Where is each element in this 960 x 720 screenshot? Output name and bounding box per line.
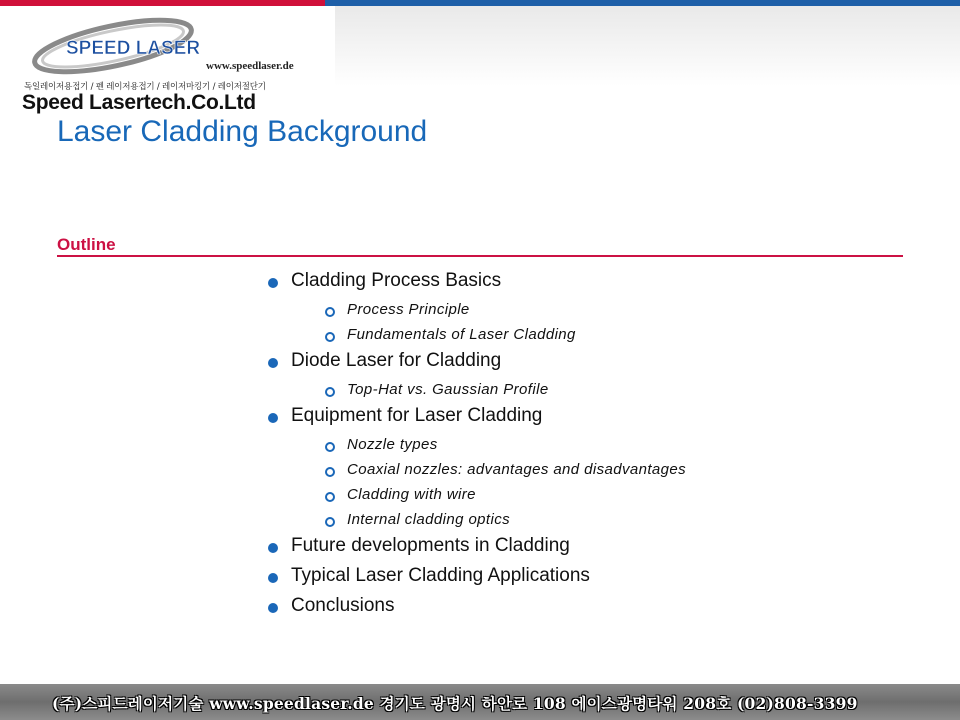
bullet-dot-icon [268, 413, 278, 423]
bullet-ring-icon [325, 332, 335, 342]
outline-subitem-label: Nozzle types [347, 436, 438, 453]
outline-item-label: Diode Laser for Cladding [291, 350, 502, 371]
slide-title: Laser Cladding Background [57, 115, 428, 148]
logo-url: www.speedlaser.de [206, 60, 294, 72]
outline-subitem-label: Process Principle [347, 301, 470, 318]
outline-subitem-label: Top-Hat vs. Gaussian Profile [347, 381, 549, 398]
outline-item-label: Equipment for Laser Cladding [291, 405, 543, 426]
outline-item-label: Typical Laser Cladding Applications [291, 565, 590, 586]
bullet-ring-icon [325, 517, 335, 527]
outline-item-label: Future developments in Cladding [291, 535, 570, 556]
company-logo [0, 6, 335, 114]
section-divider [57, 255, 903, 257]
bullet-dot-icon [268, 278, 278, 288]
outline-subitem-label: Cladding with wire [347, 486, 476, 503]
bullet-dot-icon [268, 543, 278, 553]
logo-brand-text: SPEED LASER [66, 38, 201, 59]
logo-product-line: 독일레이저용접기 / 펜 레이저용접기 / 레이저마킹기 / 레이저절단기 [24, 82, 266, 92]
outline-subitem-label: Coaxial nozzles: advantages and disadvantages [347, 461, 687, 478]
bullet-ring-icon [325, 442, 335, 452]
bullet-ring-icon [325, 307, 335, 317]
outline-subitem-label: Internal cladding optics [347, 511, 511, 528]
bullet-ring-icon [325, 467, 335, 477]
bullet-dot-icon [268, 358, 278, 368]
bullet-ring-icon [325, 492, 335, 502]
footer-contact-info: (주)스피드레이저기술 www.speedlaser.de 경기도 광명시 하안로 108 에이스광명타워 208호 (02)808-3399 [52, 694, 858, 713]
speed-laser-logo-icon [28, 16, 208, 76]
outline-subitem-label: Fundamentals of Laser Cladding [347, 326, 576, 343]
section-heading: Outline [57, 235, 116, 254]
header-gradient [335, 6, 960, 86]
company-name: Speed Lasertech.Co.Ltd [22, 91, 256, 114]
bullet-dot-icon [268, 603, 278, 613]
outline-item-label: Cladding Process Basics [291, 270, 502, 291]
bullet-ring-icon [325, 387, 335, 397]
bullet-dot-icon [268, 573, 278, 583]
outline-item-label: Conclusions [291, 595, 395, 616]
